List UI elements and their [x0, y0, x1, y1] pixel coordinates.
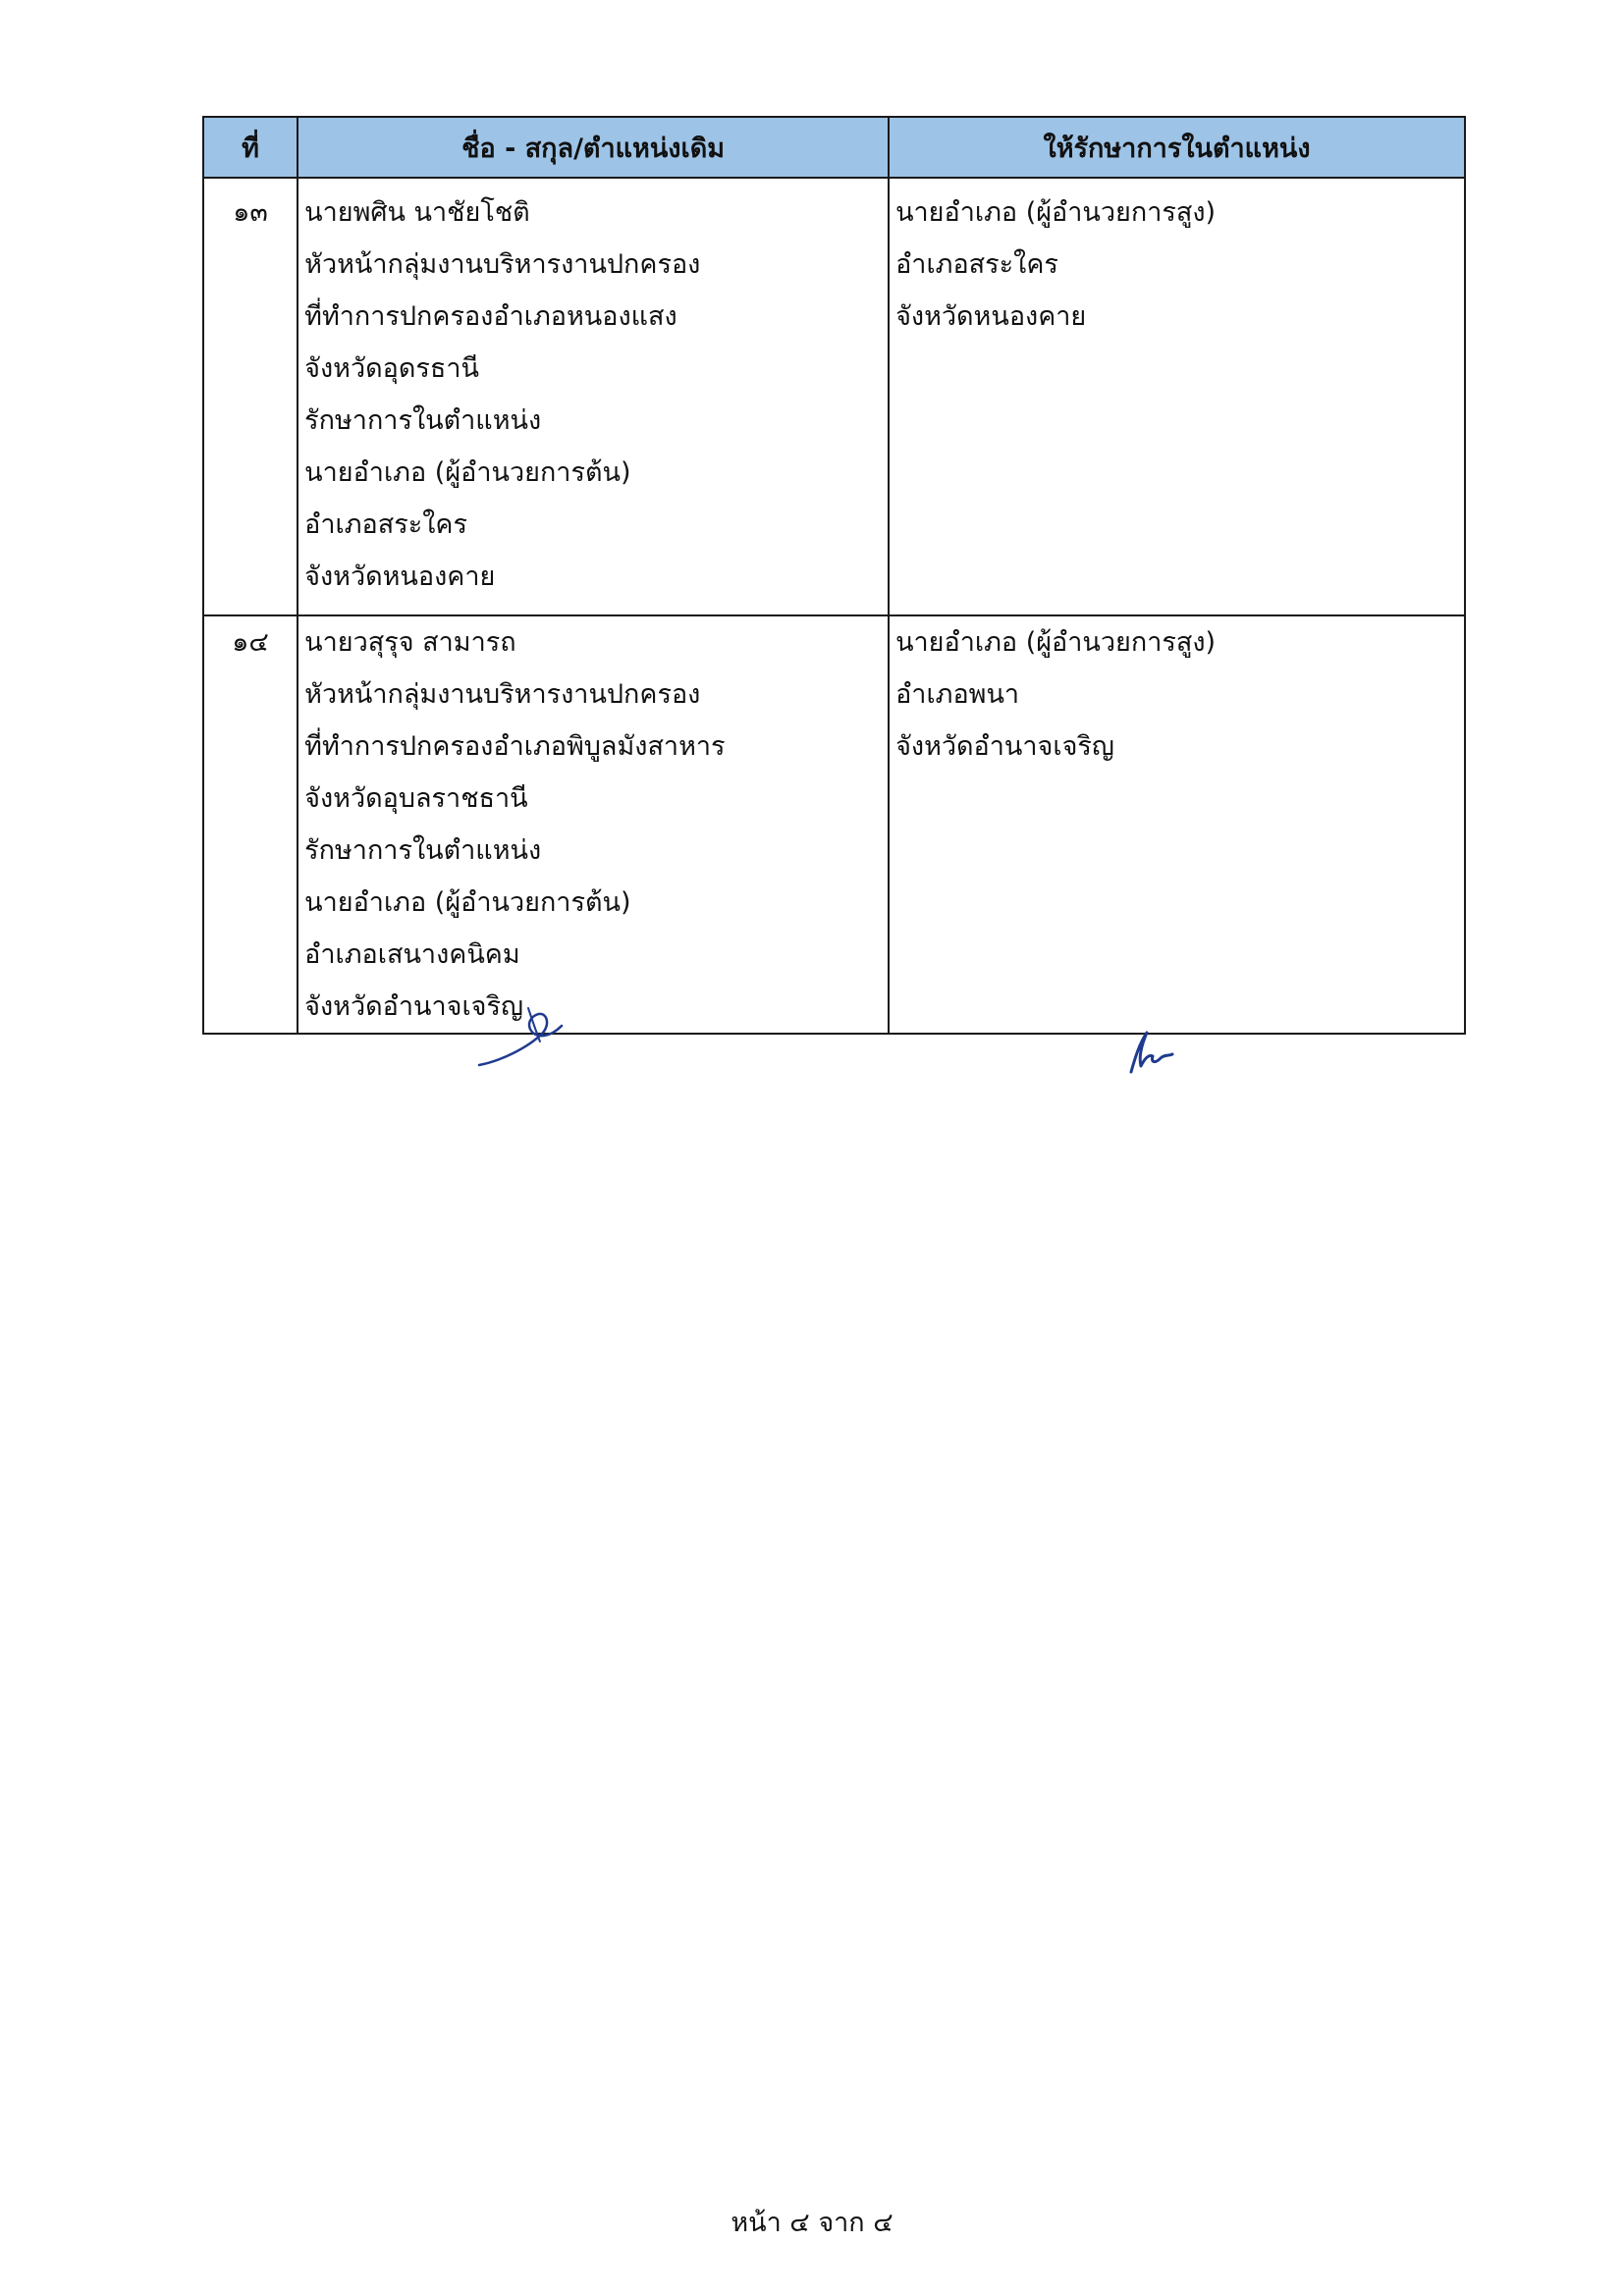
personnel-table	[202, 116, 1466, 1035]
row-cell-previous	[298, 178, 889, 615]
previous-line: อำเภอเสนางคนิคม	[304, 939, 520, 970]
new-line: จังหวัดหนองคาย	[895, 301, 1087, 332]
previous-line: รักษาการในตำแหน่ง	[304, 405, 542, 436]
previous-line: นายพศิน นาชัยโชติ	[304, 197, 530, 228]
signature-2-icon	[1119, 1001, 1198, 1080]
new-line: จังหวัดอำนาจเจริญ	[895, 731, 1114, 762]
header-no: ที่	[203, 117, 298, 178]
previous-line: ที่ทำการปกครองอำเภอพิบูลมังสาหาร	[304, 731, 726, 762]
new-line: นายอำเภอ (ผู้อำนวยการสูง)	[895, 197, 1217, 228]
previous-line: ที่ทำการปกครองอำเภอหนองแสง	[304, 301, 677, 332]
row-number: ๑๓	[233, 197, 268, 228]
new-line: อำเภอสระใคร	[895, 249, 1058, 280]
previous-line: อำเภอสระใคร	[304, 509, 467, 540]
previous-line: จังหวัดหนองคาย	[304, 561, 496, 592]
previous-line: นายอำเภอ (ผู้อำนวยการต้น)	[304, 457, 631, 488]
row-cell-no	[203, 615, 298, 1034]
previous-line: หัวหน้ากลุ่มงานบริหารงานปกครอง	[304, 249, 701, 280]
new-line: อำเภอพนา	[895, 679, 1020, 710]
row-cell-previous	[298, 615, 889, 1034]
previous-line: รักษาการในตำแหน่ง	[304, 835, 542, 866]
previous-line: จังหวัดอุบลราชธานี	[304, 783, 528, 814]
table-header-row	[203, 117, 1465, 178]
previous-line: นายวสุรุจ สามารถ	[304, 627, 516, 658]
row-cell-new	[889, 615, 1465, 1034]
table-row	[203, 178, 1465, 615]
row-number: ๑๔	[232, 627, 269, 658]
previous-line: จังหวัดอำนาจเจริญ	[304, 991, 524, 1022]
signature-1-icon	[471, 987, 569, 1075]
previous-line: นายอำเภอ (ผู้อำนวยการต้น)	[304, 887, 631, 918]
header-acting-position: ให้รักษาการในตำแหน่ง	[889, 117, 1465, 178]
previous-line: หัวหน้ากลุ่มงานบริหารงานปกครอง	[304, 679, 701, 710]
row-cell-no	[203, 178, 298, 615]
previous-line: จังหวัดอุดรธานี	[304, 353, 479, 384]
row-cell-new	[889, 178, 1465, 615]
new-line: นายอำเภอ (ผู้อำนวยการสูง)	[895, 627, 1217, 658]
table-row	[203, 615, 1465, 1034]
page-number: หน้า ๔ จาก ๔	[731, 2208, 893, 2238]
header-previous-position: ชื่อ - สกุล/ตำแหน่งเดิม	[298, 117, 889, 178]
